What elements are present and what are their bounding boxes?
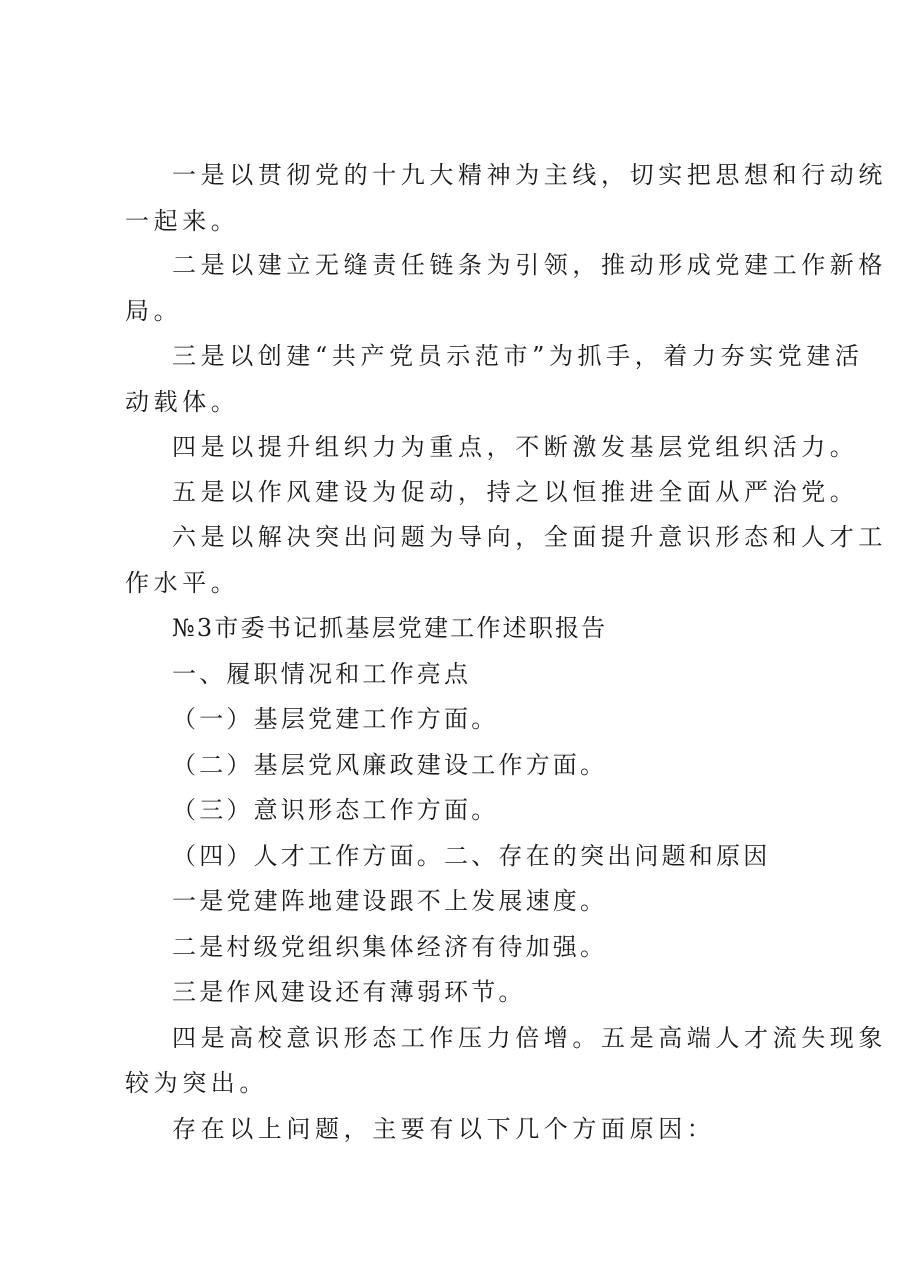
problem-2: 二是村级党组织集体经济有待加强。 [172, 933, 608, 961]
problem-1: 一是党建阵地建设跟不上发展速度。 [172, 887, 608, 915]
subsection-heading-1: 一、履职情况和工作亮点 [172, 660, 472, 688]
list-item-4: （四）人才工作方面。二、存在的突出问题和原因 [172, 842, 771, 870]
problem-4-line-2: 较为突出。 [125, 1069, 268, 1097]
paragraph-1-line-2: 一起来。 [125, 207, 240, 235]
list-item-3: （三）意识形态工作方面。 [172, 796, 499, 824]
problem-3: 三是作风建设还有薄弱环节。 [172, 978, 526, 1006]
paragraph-2-line-2: 局。 [125, 297, 183, 325]
paragraph-3-line-2: 动载体。 [125, 388, 240, 416]
section-heading: №3市委书记抓基层党建工作述职报告 [172, 614, 608, 642]
paragraph-2-line-1: 二是以建立无缝责任链条为引领，推动形成党建工作新格 [172, 251, 887, 279]
paragraph-4: 四是以提升组织力为重点，不断激发基层党组织活力。 [172, 433, 859, 461]
list-item-2: （二）基层党风廉政建设工作方面。 [172, 751, 608, 779]
list-item-1: （一）基层党建工作方面。 [172, 705, 499, 733]
problem-4-line-1: 四是高校意识形态工作压力倍增。五是高端人才流失现象 [172, 1024, 887, 1052]
paragraph-5: 五是以作风建设为促动，持之以恒推进全面从严治党。 [172, 478, 859, 506]
paragraph-6-line-1: 六是以解决突出问题为导向，全面提升意识形态和人才工 [172, 523, 887, 551]
paragraph-1-line-1: 一是以贯彻党的十九大精神为主线，切实把思想和行动统 [172, 161, 887, 189]
paragraph-3-line-1: 三是以创建“共产党员示范市”为抓手，着力夯实党建活 [172, 342, 864, 370]
paragraph-6-line-2: 作水平。 [125, 569, 240, 597]
cause-intro: 存在以上问题，主要有以下几个方面原因： [172, 1115, 716, 1143]
